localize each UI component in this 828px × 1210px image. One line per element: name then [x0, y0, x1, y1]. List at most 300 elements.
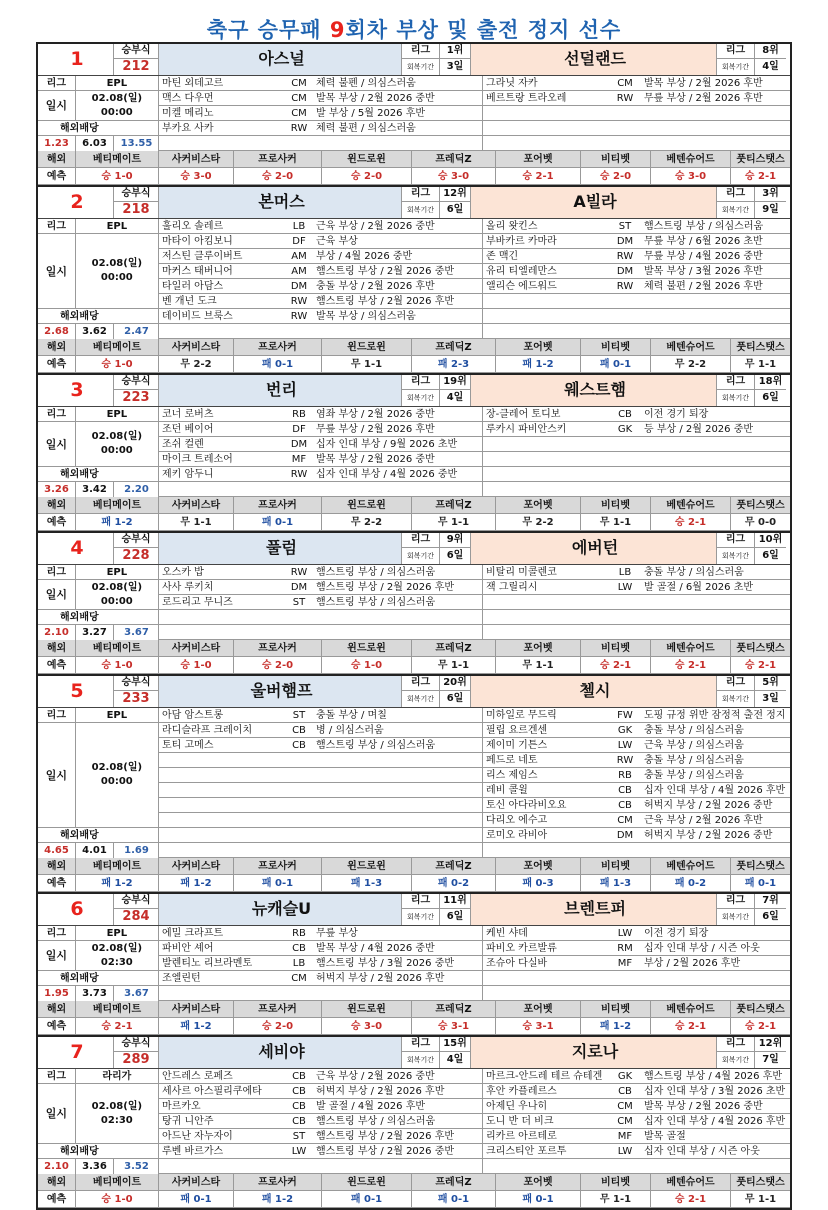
overseas-odds-label: 해외배당: [60, 469, 99, 480]
home-league-label: 리그 회복기간: [402, 676, 440, 707]
home-league-label: 리그 회복기간: [402, 894, 440, 925]
home-player-name: 코너 로버츠: [162, 409, 214, 420]
away-player-position: FW: [617, 710, 633, 721]
home-team: 세비야: [159, 1037, 402, 1068]
home-player-position: ST: [292, 597, 306, 608]
player-row: [159, 1144, 790, 1159]
away-player-status: [641, 121, 790, 135]
home-player-status: [313, 610, 483, 624]
home-team: 풀럼: [159, 533, 402, 564]
prediction: 무 0-0: [744, 517, 777, 528]
home-player-position: LB: [292, 221, 306, 232]
away-player-position: LW: [617, 740, 633, 751]
site-name: 풋티스탯스: [736, 342, 785, 353]
away-player-status: 햄스트링 부상 / 4월 2026 후반: [644, 1071, 783, 1082]
player-row: [159, 565, 790, 580]
away-player-position: [609, 309, 641, 323]
home-player-status: 햄스트링 부상 / 의심스러움: [313, 565, 483, 579]
home-rank: 9위 6일: [440, 533, 471, 564]
home-player-position: LB: [292, 958, 306, 969]
home-player-position: CB: [292, 1101, 306, 1112]
site-name: 윈드로윈: [322, 151, 412, 167]
away-player-name: [483, 610, 609, 624]
overseas-odds-label: 해외배당: [60, 612, 99, 623]
away-player-position: RW: [616, 755, 634, 766]
player-row: [159, 986, 790, 1001]
overseas-odds-label: 해외배당: [60, 123, 99, 134]
prediction: 승 3-0: [322, 1018, 412, 1034]
site-name: 비티벳: [581, 151, 651, 167]
away-player-name: [483, 452, 609, 466]
away-player-name: 올리 왓킨스: [486, 221, 538, 232]
site-name: 비티벳: [581, 497, 651, 513]
player-row: [159, 76, 790, 91]
away-player-name: 필립 요르겐센: [486, 725, 548, 736]
home-player-name: 조엘린턴: [162, 973, 201, 984]
odds: 2.10 3.27 3.67: [38, 625, 159, 640]
home-player-status: 발 골절 / 4월 2026 후반: [313, 1099, 483, 1113]
away-player-position: CM: [617, 1116, 633, 1127]
player-row: [159, 121, 790, 136]
kickoff: 02.08(일) 02:30: [91, 942, 143, 968]
away-player-name: 레비 콜윌: [486, 785, 528, 796]
league-label: 리그: [38, 1069, 76, 1083]
prediction-header: 해외 베티메이트 사커비스타 프로사커 윈드로윈 프레딕Z 포어벳 비티벳 베텐슈어드 풋티스탯스: [38, 1001, 790, 1018]
prediction-header: 해외 베티메이트 사커비스타 프로사커 윈드로윈 프레딕Z 포어벳 비티벳 베텐슈어드 풋티스탯스: [38, 497, 790, 514]
away-player-status: 십자 인대 부상 / 4월 2026 후반: [644, 785, 786, 796]
player-row: [159, 813, 790, 828]
away-player-position: RW: [616, 251, 634, 262]
away-player-name: 그라닛 자카: [486, 78, 538, 89]
away-team: 브렌트퍼: [471, 894, 717, 925]
prediction: 패 1-2: [76, 514, 159, 530]
win-draw-code: 승부식 228: [114, 533, 159, 564]
player-row: [159, 91, 790, 106]
win-draw-code: 승부식 212: [114, 44, 159, 75]
home-player-status: 햄스트링 부상 / 2월 2026 중반: [313, 264, 483, 278]
away-player-position: LW: [617, 1146, 633, 1157]
overseas-odds-label: 해외배당: [60, 830, 99, 841]
site-name: 윈드로윈: [322, 1001, 412, 1017]
home-player-position: ST: [292, 710, 306, 721]
league-name: EPL: [106, 567, 128, 578]
player-row: [159, 136, 790, 151]
prediction-row: 예측 승 1-0 승 3-0 승 2-0 승 2-0 승 3-0 승 2-1 승 2-0 승 3-0 승 2-1: [38, 168, 790, 185]
away-player-status: 체력 불편 / 2월 2026 후반: [644, 281, 763, 292]
home-player-status: 체력 불펜 / 의심스러움: [313, 76, 483, 90]
home-player-status: 햄스트링 부상 / 의심스러움: [313, 1114, 483, 1128]
match-info: [38, 407, 790, 497]
away-player-status: [641, 437, 790, 451]
prediction: 승 1-0: [159, 657, 234, 673]
player-row: [159, 309, 790, 324]
site-name: 프로사커: [234, 640, 322, 656]
home-rank: 15위 4일: [440, 1037, 471, 1068]
away-league-label: 리그 회복기간: [717, 187, 755, 218]
home-player-position: RW: [290, 567, 308, 578]
prediction: 승 3-1: [412, 1018, 496, 1034]
page-title: 축구 승무패 9회차 부상 및 출전 정지 선수: [206, 18, 622, 42]
home-player-name: 라디슬라프 크레이치: [162, 725, 253, 736]
away-rank: 5위 3일: [755, 676, 786, 707]
prediction: 승 2-0: [234, 657, 322, 673]
site-name: 윈드로윈: [322, 858, 412, 874]
kickoff: 02.08(일) 00:00: [91, 92, 143, 118]
away-player-position: RB: [618, 770, 632, 781]
prediction: 무 1-1: [744, 1194, 777, 1205]
home-player-name: 타일러 아담스: [162, 281, 224, 292]
away-player-status: 부상 / 2월 2026 후반: [644, 958, 741, 969]
home-player-name: [159, 828, 285, 842]
prediction: 승 3-0: [159, 168, 234, 184]
prediction: 승 2-1: [744, 171, 777, 182]
home-player-name: [159, 798, 285, 812]
away-player-name: 토신 아다라비오요: [486, 800, 567, 811]
away-player-name: 케빈 샤데: [486, 928, 528, 939]
home-rank: 20위 6일: [440, 676, 471, 707]
home-player-position: DF: [292, 236, 306, 247]
site-name: 베티메이트: [76, 1174, 159, 1190]
player-row: [159, 1099, 790, 1114]
match-info: [38, 565, 790, 640]
odds: 1.95 3.73 3.67: [38, 986, 159, 1001]
prediction: 패 1-3: [322, 875, 412, 891]
prediction: 승 2-1: [651, 1018, 731, 1034]
prediction: 승 2-0: [322, 168, 412, 184]
site-name: 베티메이트: [76, 640, 159, 656]
prediction: 패 0-1: [322, 1191, 412, 1207]
prediction: 승 2-0: [581, 168, 651, 184]
match-header: [38, 187, 790, 219]
home-rank: 19위 4일: [440, 375, 471, 406]
home-player-name: 탕귀 니안주: [162, 1116, 214, 1127]
away-player-name: [483, 437, 609, 451]
site-name: 풋티스탯스: [736, 1004, 785, 1015]
away-league-label: 리그 회복기간: [717, 676, 755, 707]
home-player-position: LW: [291, 1146, 307, 1157]
away-player-position: CB: [618, 1086, 632, 1097]
player-row: [159, 738, 790, 753]
site-name: 베티메이트: [76, 151, 159, 167]
home-player-status: 병 / 의심스러움: [313, 723, 483, 737]
home-player-position: [285, 783, 313, 797]
kickoff: 02.08(일) 02:30: [91, 1100, 143, 1126]
match-header: [38, 1037, 790, 1069]
home-team: 울버햄프: [159, 676, 402, 707]
prediction: 승 1-0: [322, 657, 412, 673]
away-player-name: 부바카르 카마라: [486, 236, 557, 247]
odds: 1.23 6.03 13.55: [38, 136, 159, 151]
home-player-name: 미켈 메리노: [162, 108, 214, 119]
match-number: 4: [38, 533, 114, 564]
away-player-position: CM: [617, 815, 633, 826]
match-info: [38, 219, 790, 339]
player-row: [159, 467, 790, 482]
home-player-position: CB: [292, 1116, 306, 1127]
player-row: [159, 422, 790, 437]
home-player-status: 햄스트링 부상 / 의심스러움: [313, 738, 483, 752]
home-player-name: 조쉬 컬렌: [162, 439, 204, 450]
away-player-name: [483, 294, 609, 308]
site-name: 베텐슈어드: [651, 1174, 731, 1190]
away-player-status: 허벅지 부상 / 2월 2026 중반: [644, 800, 773, 811]
date-label: 일시: [38, 941, 76, 970]
home-player-position: CM: [291, 78, 307, 89]
home-player-position: CB: [292, 943, 306, 954]
site-name: 사커비스타: [159, 640, 234, 656]
home-player-position: DF: [292, 424, 306, 435]
site-name: 포어벳: [496, 339, 581, 355]
prediction: 패 1-2: [159, 875, 234, 891]
away-player-position: [609, 610, 641, 624]
home-player-name: 오스카 밥: [162, 567, 204, 578]
home-player-name: 제키 암두니: [162, 469, 214, 480]
prediction-header: 해외 베티메이트 사커비스타 프로사커 윈드로윈 프레딕Z 포어벳 비티벳 베텐슈어드 풋티스탯스: [38, 339, 790, 356]
away-player-position: RM: [617, 943, 633, 954]
player-row: [159, 595, 790, 610]
away-player-status: [641, 595, 790, 609]
site-name: 사커비스타: [159, 1174, 234, 1190]
kickoff: 02.08(일) 00:00: [91, 258, 143, 283]
prediction: 승 1-0: [76, 657, 159, 673]
match-number: 3: [38, 375, 114, 406]
home-player-name: 안드레스 로페즈: [162, 1071, 233, 1082]
date-label: 일시: [38, 234, 76, 308]
match-number: 2: [38, 187, 114, 218]
away-player-position: [609, 106, 641, 120]
site-name: 프로사커: [234, 1001, 322, 1017]
home-player-status: 햄스트링 부상 / 의심스러움: [313, 595, 483, 609]
odds: 2.10 3.36 3.52: [38, 1159, 159, 1174]
home-team: 번리: [159, 375, 402, 406]
site-name: 비티벳: [581, 1174, 651, 1190]
site-name: 베텐슈어드: [651, 339, 731, 355]
win-draw-code: 승부식 289: [114, 1037, 159, 1068]
away-player-position: [609, 294, 641, 308]
away-rank: 12위 7일: [755, 1037, 786, 1068]
away-player-position: DM: [616, 236, 634, 247]
away-player-position: CB: [618, 409, 632, 420]
site-name: 프레딕Z: [412, 858, 496, 874]
home-player-status: 십자 인대 부상 / 9월 2026 초반: [313, 437, 483, 451]
home-player-position: RW: [290, 296, 308, 307]
match-block: [36, 373, 792, 531]
home-player-position: AM: [291, 251, 307, 262]
away-player-position: GK: [617, 725, 633, 736]
home-player-position: [285, 813, 313, 827]
match-info: [38, 76, 790, 151]
match-number: 7: [38, 1037, 114, 1068]
site-name: 프로사커: [234, 858, 322, 874]
kickoff: 02.08(일) 00:00: [91, 581, 143, 607]
away-player-position: [609, 595, 641, 609]
away-player-name: 페드로 네토: [486, 755, 538, 766]
home-player-status: 햄스트링 부상 / 2월 2026 후반: [313, 294, 483, 308]
home-player-position: CM: [291, 973, 307, 984]
win-draw-code: 승부식 218: [114, 187, 159, 218]
match-block: [36, 1035, 792, 1210]
player-row: [159, 1129, 790, 1144]
match-number: 5: [38, 676, 114, 707]
home-player-name: 부카요 사카: [162, 123, 214, 134]
site-name: 베티메이트: [76, 339, 159, 355]
home-player-name: 마타이 아킴보니: [162, 236, 233, 247]
site-name: 프로사커: [234, 1174, 322, 1190]
away-team: 에버턴: [471, 533, 717, 564]
match-info: [38, 926, 790, 1001]
home-player-status: 근육 부상: [313, 234, 483, 248]
away-player-status: 십자 인대 부상 / 시즌 아웃: [644, 1146, 760, 1157]
home-player-name: 데이비드 브룩스: [162, 311, 233, 322]
away-player-status: 근육 부상 / 2월 2026 후반: [644, 815, 763, 826]
home-player-position: [285, 798, 313, 812]
league-name: EPL: [106, 221, 128, 232]
home-player-status: 허벅지 부상 / 2월 2026 후반: [313, 1084, 483, 1098]
home-player-position: AM: [291, 266, 307, 277]
match-header: [38, 44, 790, 76]
match-header: [38, 894, 790, 926]
away-player-position: RW: [616, 93, 634, 104]
player-row: [159, 926, 790, 941]
home-player-position: DM: [290, 439, 308, 450]
away-player-name: [483, 309, 609, 323]
site-name: 베텐슈어드: [651, 858, 731, 874]
kickoff: 02.08(일) 00:00: [91, 762, 143, 787]
prediction: 패 0-1: [234, 514, 322, 530]
away-player-position: LB: [618, 567, 632, 578]
home-player-position: [285, 828, 313, 842]
date-label: 일시: [38, 723, 76, 827]
player-row: [159, 723, 790, 738]
prediction: 승 2-1: [581, 657, 651, 673]
player-row: [159, 407, 790, 422]
prediction: 무 2-2: [651, 356, 731, 372]
away-player-name: 존 맥긴: [486, 251, 519, 262]
home-player-status: 햄스트링 부상 / 2월 2026 중반: [313, 1144, 483, 1158]
prediction: 무 2-2: [322, 514, 412, 530]
player-row: [159, 106, 790, 121]
home-player-name: 루벤 바르가스: [162, 1146, 224, 1157]
home-player-name: 마르카오: [162, 1101, 201, 1112]
prediction-row: 예측 패 1-2 무 1-1 패 0-1 무 2-2 무 1-1 무 2-2 무 1-1 승 2-1 무 0-0: [38, 514, 790, 531]
player-row: [159, 843, 790, 858]
home-player-position: RW: [290, 311, 308, 322]
home-player-name: 조던 베이어: [162, 424, 214, 435]
prediction: 패 1-2: [496, 356, 581, 372]
prediction: 승 1-0: [76, 1191, 159, 1207]
away-team: 지로나: [471, 1037, 717, 1068]
home-player-name: [159, 783, 285, 797]
away-player-position: CM: [617, 1101, 633, 1112]
league-name: EPL: [106, 78, 128, 89]
away-player-status: 십자 인대 부상 / 시즌 아웃: [644, 943, 760, 954]
league-label: 리그: [38, 926, 76, 940]
away-player-status: 충돌 부상 / 의심스러움: [644, 567, 744, 578]
site-name: 프레딕Z: [412, 497, 496, 513]
away-player-name: [483, 971, 609, 985]
home-player-position: [285, 610, 313, 624]
away-player-name: 리스 제임스: [486, 770, 538, 781]
home-player-status: 햄스트링 부상 / 2월 2026 후반: [313, 580, 483, 594]
away-rank: 18위 6일: [755, 375, 786, 406]
away-player-position: [609, 467, 641, 481]
away-player-status: 이전 경기 퇴장: [644, 928, 709, 939]
away-player-status: 무릎 부상 / 6월 2026 초반: [644, 236, 763, 247]
away-player-position: DM: [616, 830, 634, 841]
away-player-name: [483, 595, 609, 609]
home-player-status: 발목 부상 / 2월 2026 중반: [313, 91, 483, 105]
home-player-status: 염좌 부상 / 2월 2026 중반: [313, 407, 483, 421]
away-player-status: 발목 부상 / 2월 2026 후반: [644, 78, 763, 89]
home-player-position: [285, 768, 313, 782]
away-player-status: 충돌 부상 / 의심스러움: [644, 725, 744, 736]
site-name: 사커비스타: [159, 497, 234, 513]
away-player-name: 잭 그릴리시: [486, 582, 538, 593]
site-name: 사커비스타: [159, 339, 234, 355]
home-player-status: 발목 부상 / 4월 2026 중반: [313, 941, 483, 955]
site-name: 윈드로윈: [322, 1174, 412, 1190]
away-player-status: 등 부상 / 2월 2026 중반: [644, 424, 754, 435]
site-name: 윈드로윈: [322, 497, 412, 513]
home-player-status: 발목 부상 / 의심스러움: [313, 309, 483, 323]
home-player-position: [285, 753, 313, 767]
player-row: [159, 324, 790, 339]
injury-sheet: [36, 42, 792, 1210]
away-player-position: CM: [617, 78, 633, 89]
match-block: [36, 892, 792, 1035]
prediction-row: 예측 승 2-1 패 1-2 승 2-0 승 3-0 승 3-1 승 3-1 패 1-2 승 2-1 승 2-1: [38, 1018, 790, 1035]
home-player-position: CM: [291, 108, 307, 119]
home-player-status: 충돌 부상 / 며칠: [313, 708, 483, 722]
away-player-status: [641, 106, 790, 120]
date-label: 일시: [38, 91, 76, 120]
away-player-name: 후안 카플레르스: [486, 1086, 557, 1097]
away-team: A빌라: [471, 187, 717, 218]
site-name: 비티벳: [581, 339, 651, 355]
prediction: 패 0-1: [234, 875, 322, 891]
match-info: [38, 1069, 790, 1174]
prediction: 무 2-2: [159, 356, 234, 372]
home-player-name: 에밀 크라프트: [162, 928, 224, 939]
away-player-status: 십자 인대 부상 / 4월 2026 후반: [644, 1116, 786, 1127]
away-league-label: 리그 회복기간: [717, 44, 755, 75]
site-name: 사커비스타: [159, 858, 234, 874]
prediction: 패 0-1: [234, 356, 322, 372]
home-player-position: CB: [292, 740, 306, 751]
prediction: 승 2-1: [651, 657, 731, 673]
prediction: 승 2-1: [651, 514, 731, 530]
home-player-position: CB: [292, 1071, 306, 1082]
prediction: 승 2-1: [496, 168, 581, 184]
match-number: 1: [38, 44, 114, 75]
home-league-label: 리그 회복기간: [402, 1037, 440, 1068]
prediction: 승 2-1: [76, 1018, 159, 1034]
match-block: [36, 185, 792, 373]
prediction: 패 0-1: [496, 1191, 581, 1207]
prediction: 무 1-1: [159, 514, 234, 530]
away-player-status: 발 골절 / 6월 2026 초반: [644, 582, 754, 593]
home-player-status: 발 부상 / 5월 2026 후반: [313, 106, 483, 120]
site-name: 포어벳: [496, 497, 581, 513]
home-player-status: 근육 부상 / 2월 2026 중반: [313, 1069, 483, 1083]
home-player-status: 부상 / 4월 2026 중반: [313, 249, 483, 263]
away-player-position: [609, 437, 641, 451]
site-name: 풋티스탯스: [736, 154, 785, 165]
league-name: EPL: [106, 710, 128, 721]
prediction: 무 1-1: [744, 359, 777, 370]
prediction: 패 2-3: [412, 356, 496, 372]
player-row: [159, 580, 790, 595]
